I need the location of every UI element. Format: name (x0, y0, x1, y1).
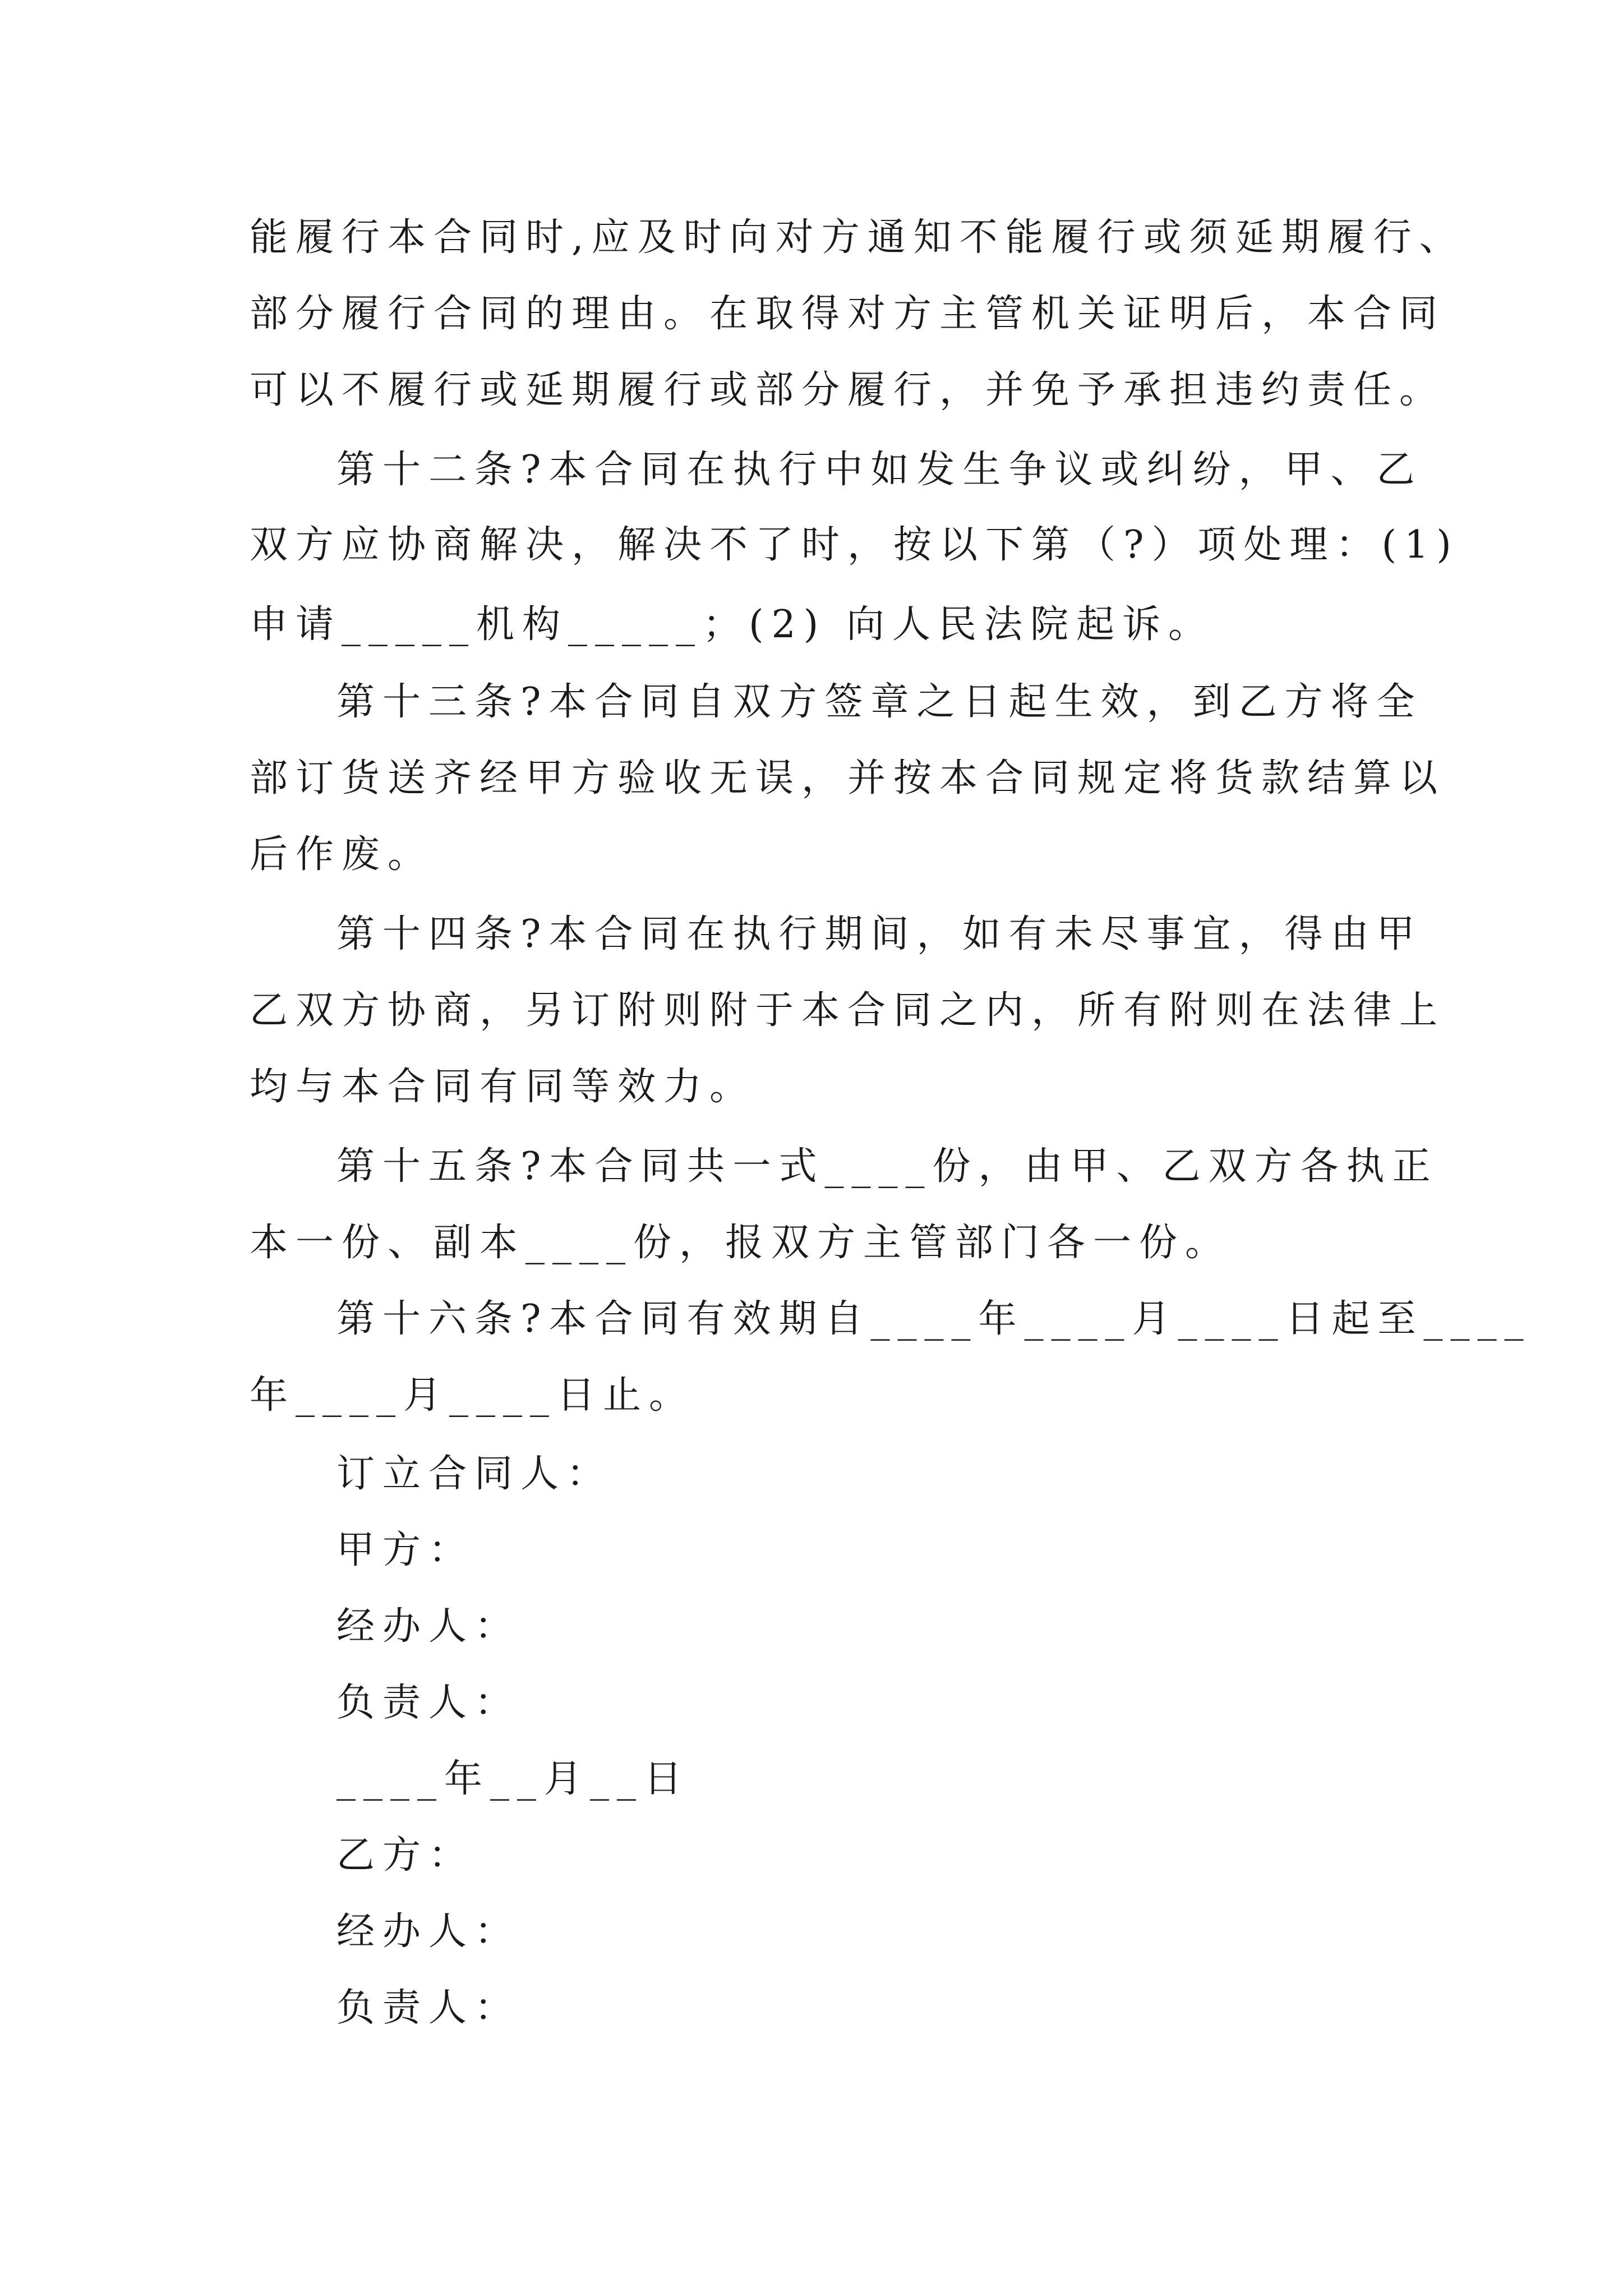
text-line: 双方应协商解决，解决不了时，按以下第（?）项处理：(1) (250, 523, 1459, 567)
text-line: 部分履行合同的理由。在取得对方主管机关证明后，本合同 (250, 292, 1446, 336)
article-16-heading: 第十六条?本合同有效期自____年____月____日起至____ (336, 1297, 1532, 1341)
party-a-responsible-label: 负责人： (336, 1681, 521, 1725)
text-line: 本一份、副本____份，报双方主管部门各一份。 (250, 1221, 1232, 1265)
text-line: 能履行本合同时,应及时向对方通知不能履行或须延期履行、 (250, 215, 1465, 260)
party-b-label: 乙方： (336, 1833, 475, 1878)
text-line: 部订货送齐经甲方验收无误，并按本合同规定将货款结算以 (250, 756, 1446, 800)
text-line: 申请_____机构_____；(2) 向人民法院起诉。 (250, 602, 1214, 647)
party-a-date-line: ____年__月__日 (336, 1757, 690, 1801)
text-line: 均与本合同有同等效力。 (250, 1065, 756, 1109)
text-line: 可以不履行或延期履行或部分履行，并免予承担违约责任。 (250, 368, 1446, 412)
text-line: 后作废。 (250, 832, 434, 877)
signatories-label: 订立合同人： (336, 1452, 613, 1496)
text-line: 年____月____日止。 (250, 1373, 695, 1418)
party-b-responsible-label: 负责人： (336, 1986, 521, 2030)
party-a-label: 甲方： (336, 1528, 475, 1572)
party-a-handler-label: 经办人： (336, 1604, 521, 1649)
article-12-heading: 第十二条?本合同在执行中如发生争议或纠纷，甲、乙 (336, 448, 1423, 492)
text-line: 乙双方协商，另订附则附于本合同之内，所有附则在法律上 (250, 988, 1446, 1033)
party-b-handler-label: 经办人： (336, 1910, 521, 1954)
article-15-heading: 第十五条?本合同共一式____份，由甲、乙双方各执正 (336, 1144, 1438, 1189)
article-14-heading: 第十四条?本合同在执行期间，如有未尽事宜，得由甲 (336, 912, 1423, 956)
article-13-heading: 第十三条?本合同自双方签章之日起生效，到乙方将全 (336, 680, 1423, 724)
